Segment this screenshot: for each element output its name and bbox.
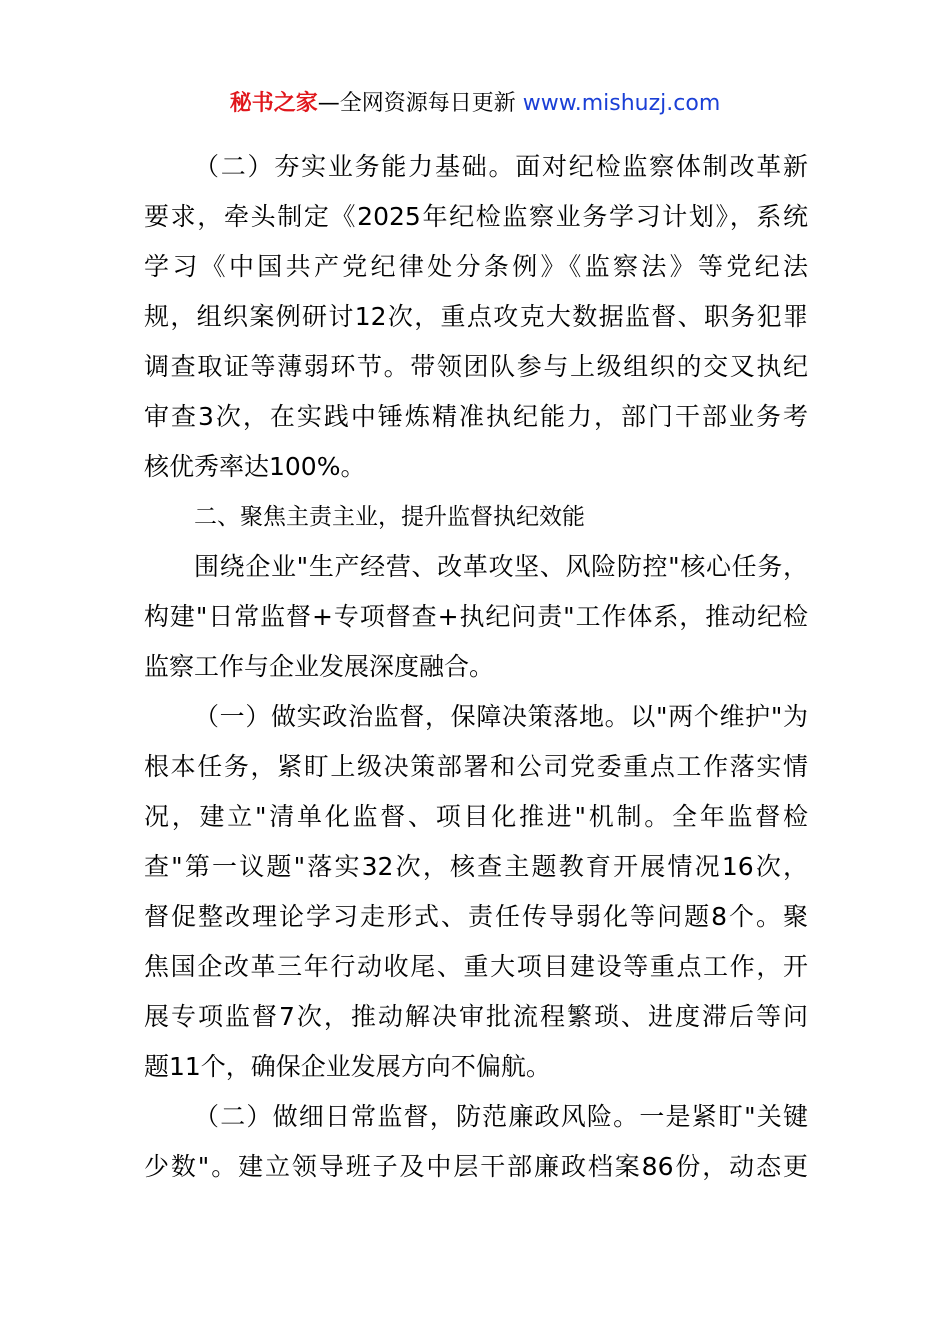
document-body (144, 142, 808, 1192)
paragraph-3-line: 根本任务，紧盯上级决策部署和公司党委重点工作落实情 (144, 752, 808, 781)
paragraph-4-line: （二）做细日常监督，防范廉政风险。一是紧盯"关键 (194, 1102, 808, 1131)
section-heading: 二、聚焦主责主业，提升监督执纪效能 (194, 504, 585, 530)
paragraph-1-line: 学习《中国共产党纪律处分条例》《监察法》等党纪法 (144, 252, 808, 281)
paragraph-1-line: 规，组织案例研讨12次，重点攻克大数据监督、职务犯罪 (144, 302, 808, 331)
paragraph-1-line: 调查取证等薄弱环节。带领团队参与上级组织的交叉执纪 (144, 352, 808, 381)
site-brand: 秘书之家 (229, 91, 318, 116)
paragraph-3-line: 查"第一议题"落实32次，核查主题教育开展情况16次， (144, 852, 808, 881)
paragraph-2-line: 监察工作与企业发展深度融合。 (144, 652, 495, 681)
paragraph-4-line: 少数"。建立领导班子及中层干部廉政档案86份，动态更 (144, 1152, 808, 1181)
paragraph-1-line: 审查3次，在实践中锤炼精准执纪能力，部门干部业务考 (144, 402, 808, 431)
paragraph-3-line: 督促整改理论学习走形式、责任传导弱化等问题8个。聚 (144, 902, 808, 931)
paragraph-3-line: 况，建立"清单化监督、项目化推进"机制。全年监督检 (144, 802, 808, 831)
paragraph-1-line: 要求，牵头制定《2025年纪检监察业务学习计划》，系统 (144, 202, 808, 231)
site-tagline: —全网资源每日更新 (317, 91, 516, 116)
paragraph-3-line: （一）做实政治监督，保障决策落地。以"两个维护"为 (194, 702, 808, 731)
paragraph-2-line: 围绕企业"生产经营、改革攻坚、风险防控"核心任务， (194, 552, 808, 581)
paragraph-1-line: 核优秀率达100%。 (144, 452, 366, 481)
site-url-link[interactable]: www.mishuzj.com (522, 91, 721, 116)
paragraph-3-line: 展专项监督7次，推动解决审批流程繁琐、进度滞后等问 (144, 1002, 808, 1031)
paragraph-2-line: 构建"日常监督+专项督查+执纪问责"工作体系，推动纪检 (144, 602, 808, 631)
paragraph-3-line: 焦国企改革三年行动收尾、重大项目建设等重点工作，开 (144, 952, 808, 981)
paragraph-3-line: 题11个，确保企业发展方向不偏航。 (144, 1052, 551, 1081)
site-header (0, 88, 950, 120)
paragraph-1-line: （二）夯实业务能力基础。面对纪检监察体制改革新 (194, 152, 808, 181)
